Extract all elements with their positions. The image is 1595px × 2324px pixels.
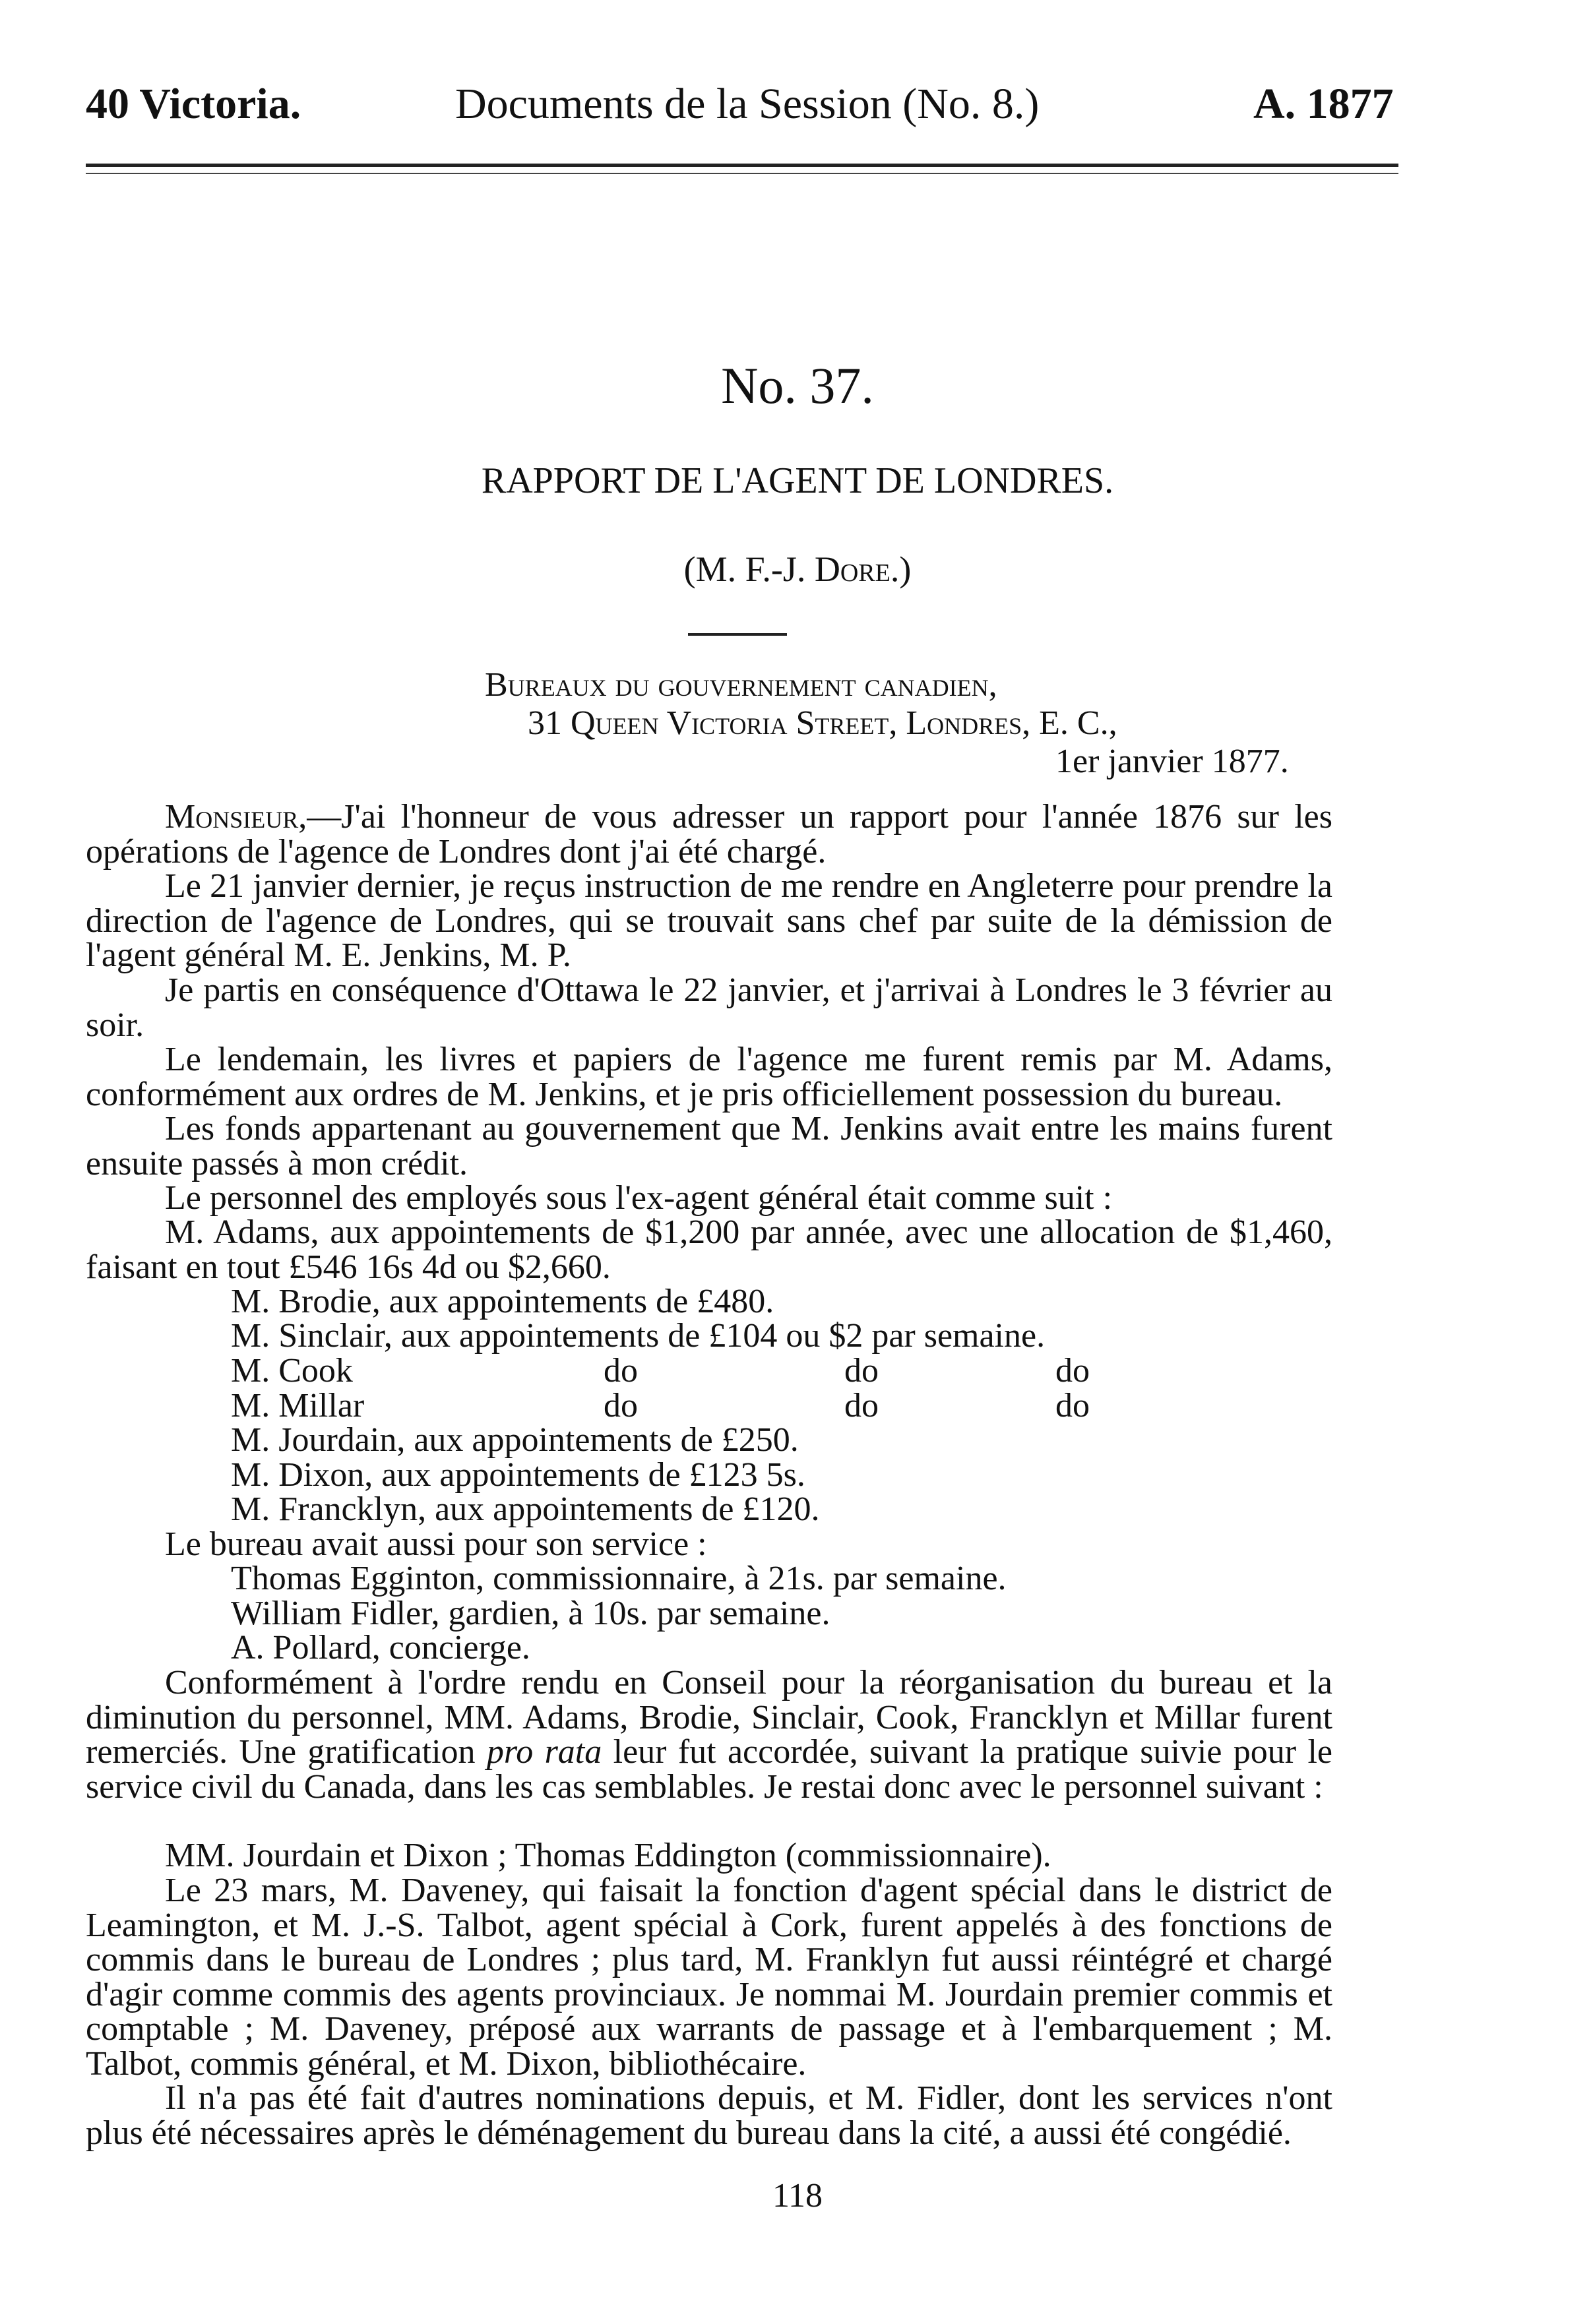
staff-item: M. Millar bbox=[231, 1387, 365, 1424]
paragraph-1 bbox=[86, 800, 1332, 869]
service-item: Thomas Egginton, commissionnaire, à 21s. par semaine. bbox=[231, 1560, 1007, 1597]
ditto-mark: do bbox=[1055, 1352, 1090, 1390]
staff-item: M. Cook bbox=[231, 1352, 353, 1390]
ditto-mark: do bbox=[1055, 1387, 1090, 1424]
header-volume: 40 Victoria. bbox=[86, 80, 301, 128]
staff-item: M. Brodie, aux appointements de £480. bbox=[231, 1283, 774, 1320]
staff-item: M. Francklyn, aux appointements de £120. bbox=[231, 1490, 820, 1528]
ditto-mark: do bbox=[604, 1352, 638, 1390]
paragraph-8-text-b: leur fut accordée, suivant la pratique suivie pour le service civil du Canada, dans les cas semblables. Je restai donc avec le personnel suivant : bbox=[86, 1733, 1332, 1806]
paragraph-1-text: —J'ai l'honneur de vous adresser un rapport pour l'année 1876 sur les opérations de l'agence de Londres dont j'ai été chargé. bbox=[86, 798, 1332, 871]
address-line-1: Bureaux du gouvernement canadien, bbox=[485, 666, 997, 704]
document-title: RAPPORT DE L'AGENT DE LONDRES. bbox=[481, 460, 1114, 501]
paragraph-2: Le 21 janvier dernier, je reçus instruction de me rendre en Angleterre pour prendre la direction de l'agence de Londres, qui se trouvait sans chef par suite de la démission de l'agent général M. E. Jenkins, M. P. bbox=[86, 867, 1332, 974]
header-rule bbox=[86, 164, 1398, 167]
salutation: Monsieur, bbox=[165, 798, 307, 836]
paragraph-5: Les fonds appartenant au gouvernement que M. Jenkins avait entre les mains furent ensuite passés à mon crédit. bbox=[86, 1110, 1332, 1182]
document-number: No. 37. bbox=[721, 357, 874, 414]
service-item: William Fidler, gardien, à 10s. par semaine. bbox=[231, 1595, 830, 1632]
staff-item: M. Sinclair, aux appointements de £104 ou $2 par semaine. bbox=[231, 1317, 1046, 1355]
header-session: Documents de la Session (No. 8.) bbox=[455, 80, 1040, 128]
staff-item: M. Dixon, aux appointements de £123 5s. bbox=[231, 1456, 805, 1494]
paragraph-8 bbox=[86, 1666, 1332, 1804]
paragraph-8-italic: pro rata bbox=[486, 1733, 602, 1771]
document-author: (M. F.-J. Dore.) bbox=[683, 549, 912, 589]
header-year: A. 1877 bbox=[1253, 80, 1394, 128]
paragraph-6: Le personnel des employés sous l'ex-agent général était comme suit : bbox=[165, 1179, 1113, 1217]
paragraph-9: MM. Jourdain et Dixon ; Thomas Eddington (commissionnaire). bbox=[165, 1837, 1051, 1874]
ditto-mark: do bbox=[844, 1387, 879, 1424]
letter-date: 1er janvier 1877. bbox=[1055, 743, 1289, 780]
paragraph-8-text-a: Conformément à l'ordre rendu en Conseil pour la réorganisation du bureau et la diminution du personnel, MM. Adams, Brodie, Sinclair, Cook, Francklyn et Millar furent remerciés. Une gratification bbox=[86, 1664, 1332, 1771]
title-divider bbox=[688, 633, 787, 636]
paragraph-3: Je partis en conséquence d'Ottawa le 22 janvier, et j'arrivai à Londres le 3 février au soir. bbox=[86, 971, 1332, 1044]
service-intro: Le bureau avait aussi pour son service : bbox=[165, 1525, 707, 1563]
paragraph-10: Le 23 mars, M. Daveney, qui faisait la fonction d'agent spécial dans le district de Leamington, et M. J.-S. Talbot, agent spécial à Cork, furent appelés à des fonctions de commis dans le bureau de Londres ; plus tard, M. Franklyn fut aussi réintégré et chargé d'agir comme commis des agents provinciaux. Je nommai M. Jourdain premier commis et comptable ; M. Daveney, préposé aux warrants de passage et à l'embarquement ; M. Talbot, commis général, et M. Dixon, bibliothécaire. bbox=[86, 1872, 1332, 2083]
service-item: A. Pollard, concierge. bbox=[231, 1629, 530, 1667]
ditto-mark: do bbox=[604, 1387, 638, 1424]
header-rule-thin bbox=[86, 173, 1398, 174]
paragraph-7: M. Adams, aux appointements de $1,200 par année, avec une allocation de $1,460, faisant en tout £546 16s 4d ou $2,660. bbox=[86, 1213, 1332, 1286]
staff-item: M. Jourdain, aux appointements de £250. bbox=[231, 1421, 799, 1459]
ditto-mark: do bbox=[844, 1352, 879, 1390]
paragraph-4: Le lendemain, les livres et papiers de l'agence me furent remis par M. Adams, conformément aux ordres de M. Jenkins, et je pris officiellement possession du bureau. bbox=[86, 1041, 1332, 1113]
paragraph-11: Il n'a pas été fait d'autres nominations depuis, et M. Fidler, dont les services n'ont plus été nécessaires après le déménagement du bureau dans la cité, a aussi été congédié. bbox=[86, 2079, 1332, 2152]
address-line-2: 31 Queen Victoria Street, Londres, E. C., bbox=[528, 704, 1117, 742]
page-number: 118 bbox=[772, 2177, 823, 2215]
